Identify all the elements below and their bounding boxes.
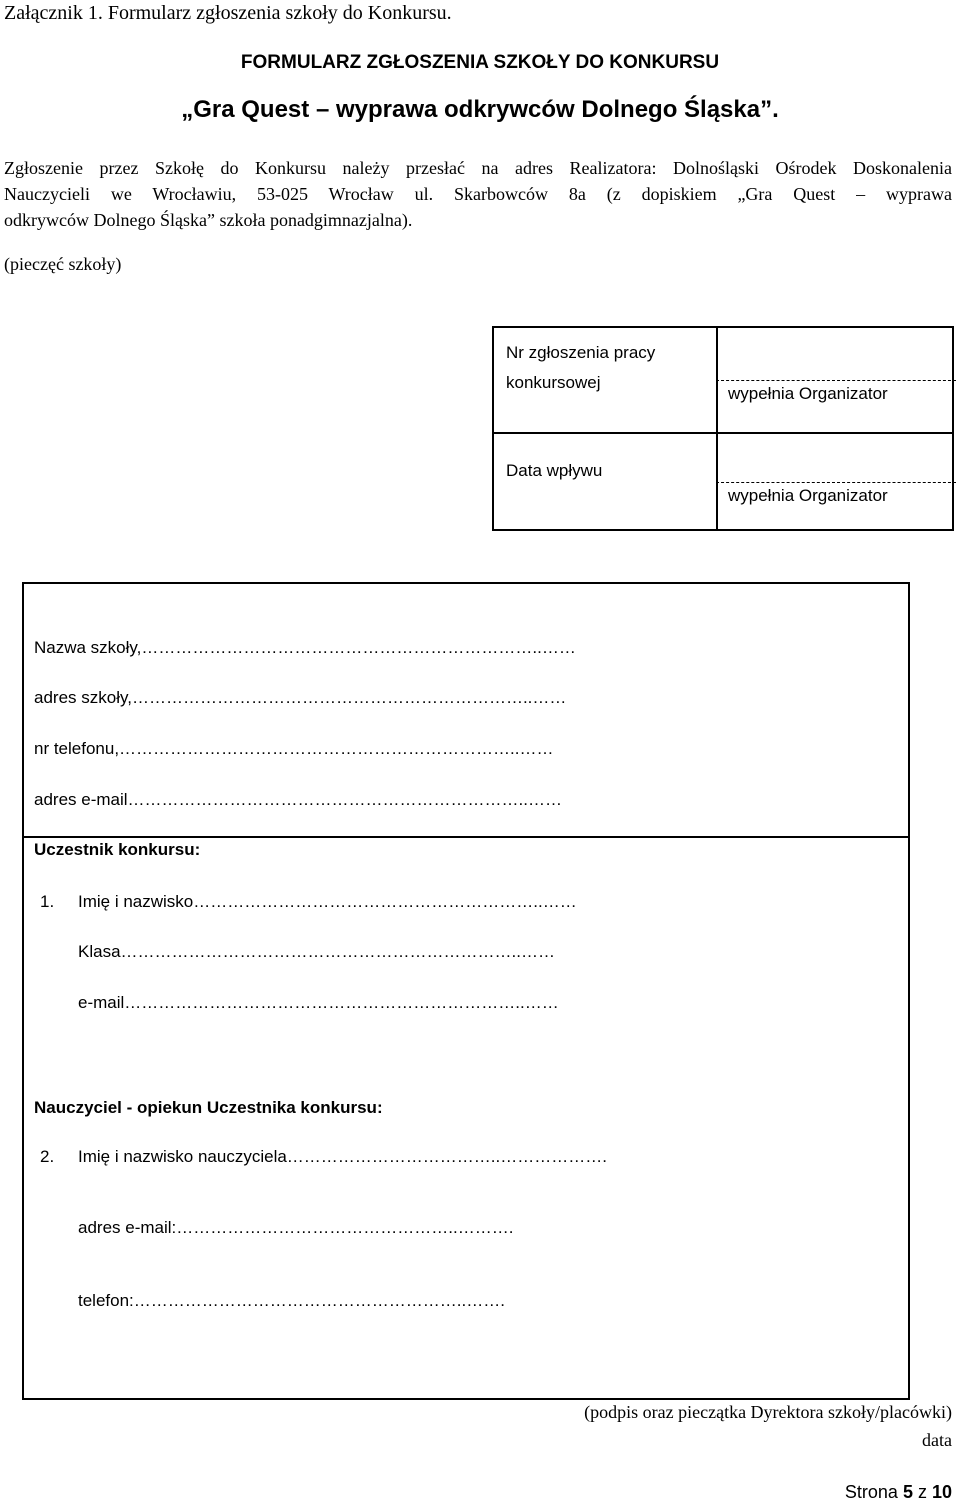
school-email-field[interactable]: adres e-mail……………………………………………………………..……	[34, 790, 562, 809]
organizer-box	[492, 326, 954, 531]
page-number	[845, 1482, 952, 1503]
participant-email-field[interactable]: e-mail……………………………………………………………..……	[78, 993, 559, 1012]
receipt-date-label: Data wpływu	[506, 461, 603, 480]
page-total: 10	[931, 1482, 952, 1502]
participant-heading: Uczestnik konkursu:	[34, 840, 201, 859]
participant-name-field[interactable]: Imię i nazwisko……………………………………………………..……	[78, 892, 577, 911]
teacher-phone-field[interactable]: telefon:…………………………………………………..…….	[78, 1291, 505, 1310]
entry-number-label-line: Nr zgłoszenia pracy	[506, 343, 656, 362]
contest-title: „Gra Quest – wyprawa odkrywców Dolnego Śląska”.	[181, 96, 779, 123]
intro-paragraph	[4, 155, 952, 233]
form-heading: FORMULARZ ZGŁOSZENIA SZKOŁY DO KONKURSU	[240, 52, 720, 73]
page-current: 5	[902, 1482, 913, 1502]
signature-label: (podpis oraz pieczątka Dyrektora szkoły/placówki)	[584, 1402, 952, 1422]
intro-line: odkrywców Dolnego Śląska” szkoła ponadgimnazjalna).	[4, 210, 413, 230]
teacher-name-field[interactable]: Imię i nazwisko nauczyciela………………………………..……………….	[78, 1147, 607, 1166]
school-address-field[interactable]: adres szkoły,……………………………………………………………..……	[34, 688, 567, 707]
participant-class-field[interactable]: Klasa……………………………………………………………..……	[78, 942, 555, 961]
school-phone-field[interactable]: nr telefonu,……………………………………………………………..……	[34, 739, 554, 758]
date-label: data	[922, 1430, 952, 1450]
intro-line: Nauczycieli we Wrocławiu, 53-025 Wrocław ul. Skarbowców 8a (z dopiskiem „Gra Quest – wyprawa	[4, 184, 952, 204]
receipt-date-field-line	[716, 482, 956, 483]
entry-number-field[interactable]: wypełnia Organizator	[728, 384, 888, 403]
participant-number: 1.	[40, 892, 55, 911]
divider	[494, 432, 952, 434]
school-stamp-label: (pieczęć szkoły)	[4, 254, 122, 274]
page-prefix: Strona	[844, 1482, 903, 1502]
divider	[24, 836, 908, 838]
divider	[716, 328, 718, 529]
entry-number-label-line: konkursowej	[506, 373, 601, 392]
receipt-date-field[interactable]: wypełnia Organizator	[728, 486, 888, 505]
entry-number-label	[506, 338, 655, 398]
annex-title: Załącznik 1. Formularz zgłoszenia szkoły do Konkursu.	[4, 2, 452, 24]
teacher-email-field[interactable]: adres e-mail:…………………………………………..……….	[78, 1218, 514, 1237]
school-name-field[interactable]: Nazwa szkoły,……………………………………………………………..……	[34, 638, 576, 657]
teacher-number: 2.	[40, 1147, 55, 1166]
school-form-box	[22, 582, 910, 1400]
page-mid: z	[912, 1482, 932, 1502]
intro-line: Zgłoszenie przez Szkołę do Konkursu należy przesłać na adres Realizatora: Dolnośląski Ośrodek Doskonalenia	[4, 158, 952, 178]
entry-number-field-line	[716, 380, 956, 381]
teacher-heading: Nauczyciel - opiekun Uczestnika konkursu:	[34, 1098, 383, 1117]
